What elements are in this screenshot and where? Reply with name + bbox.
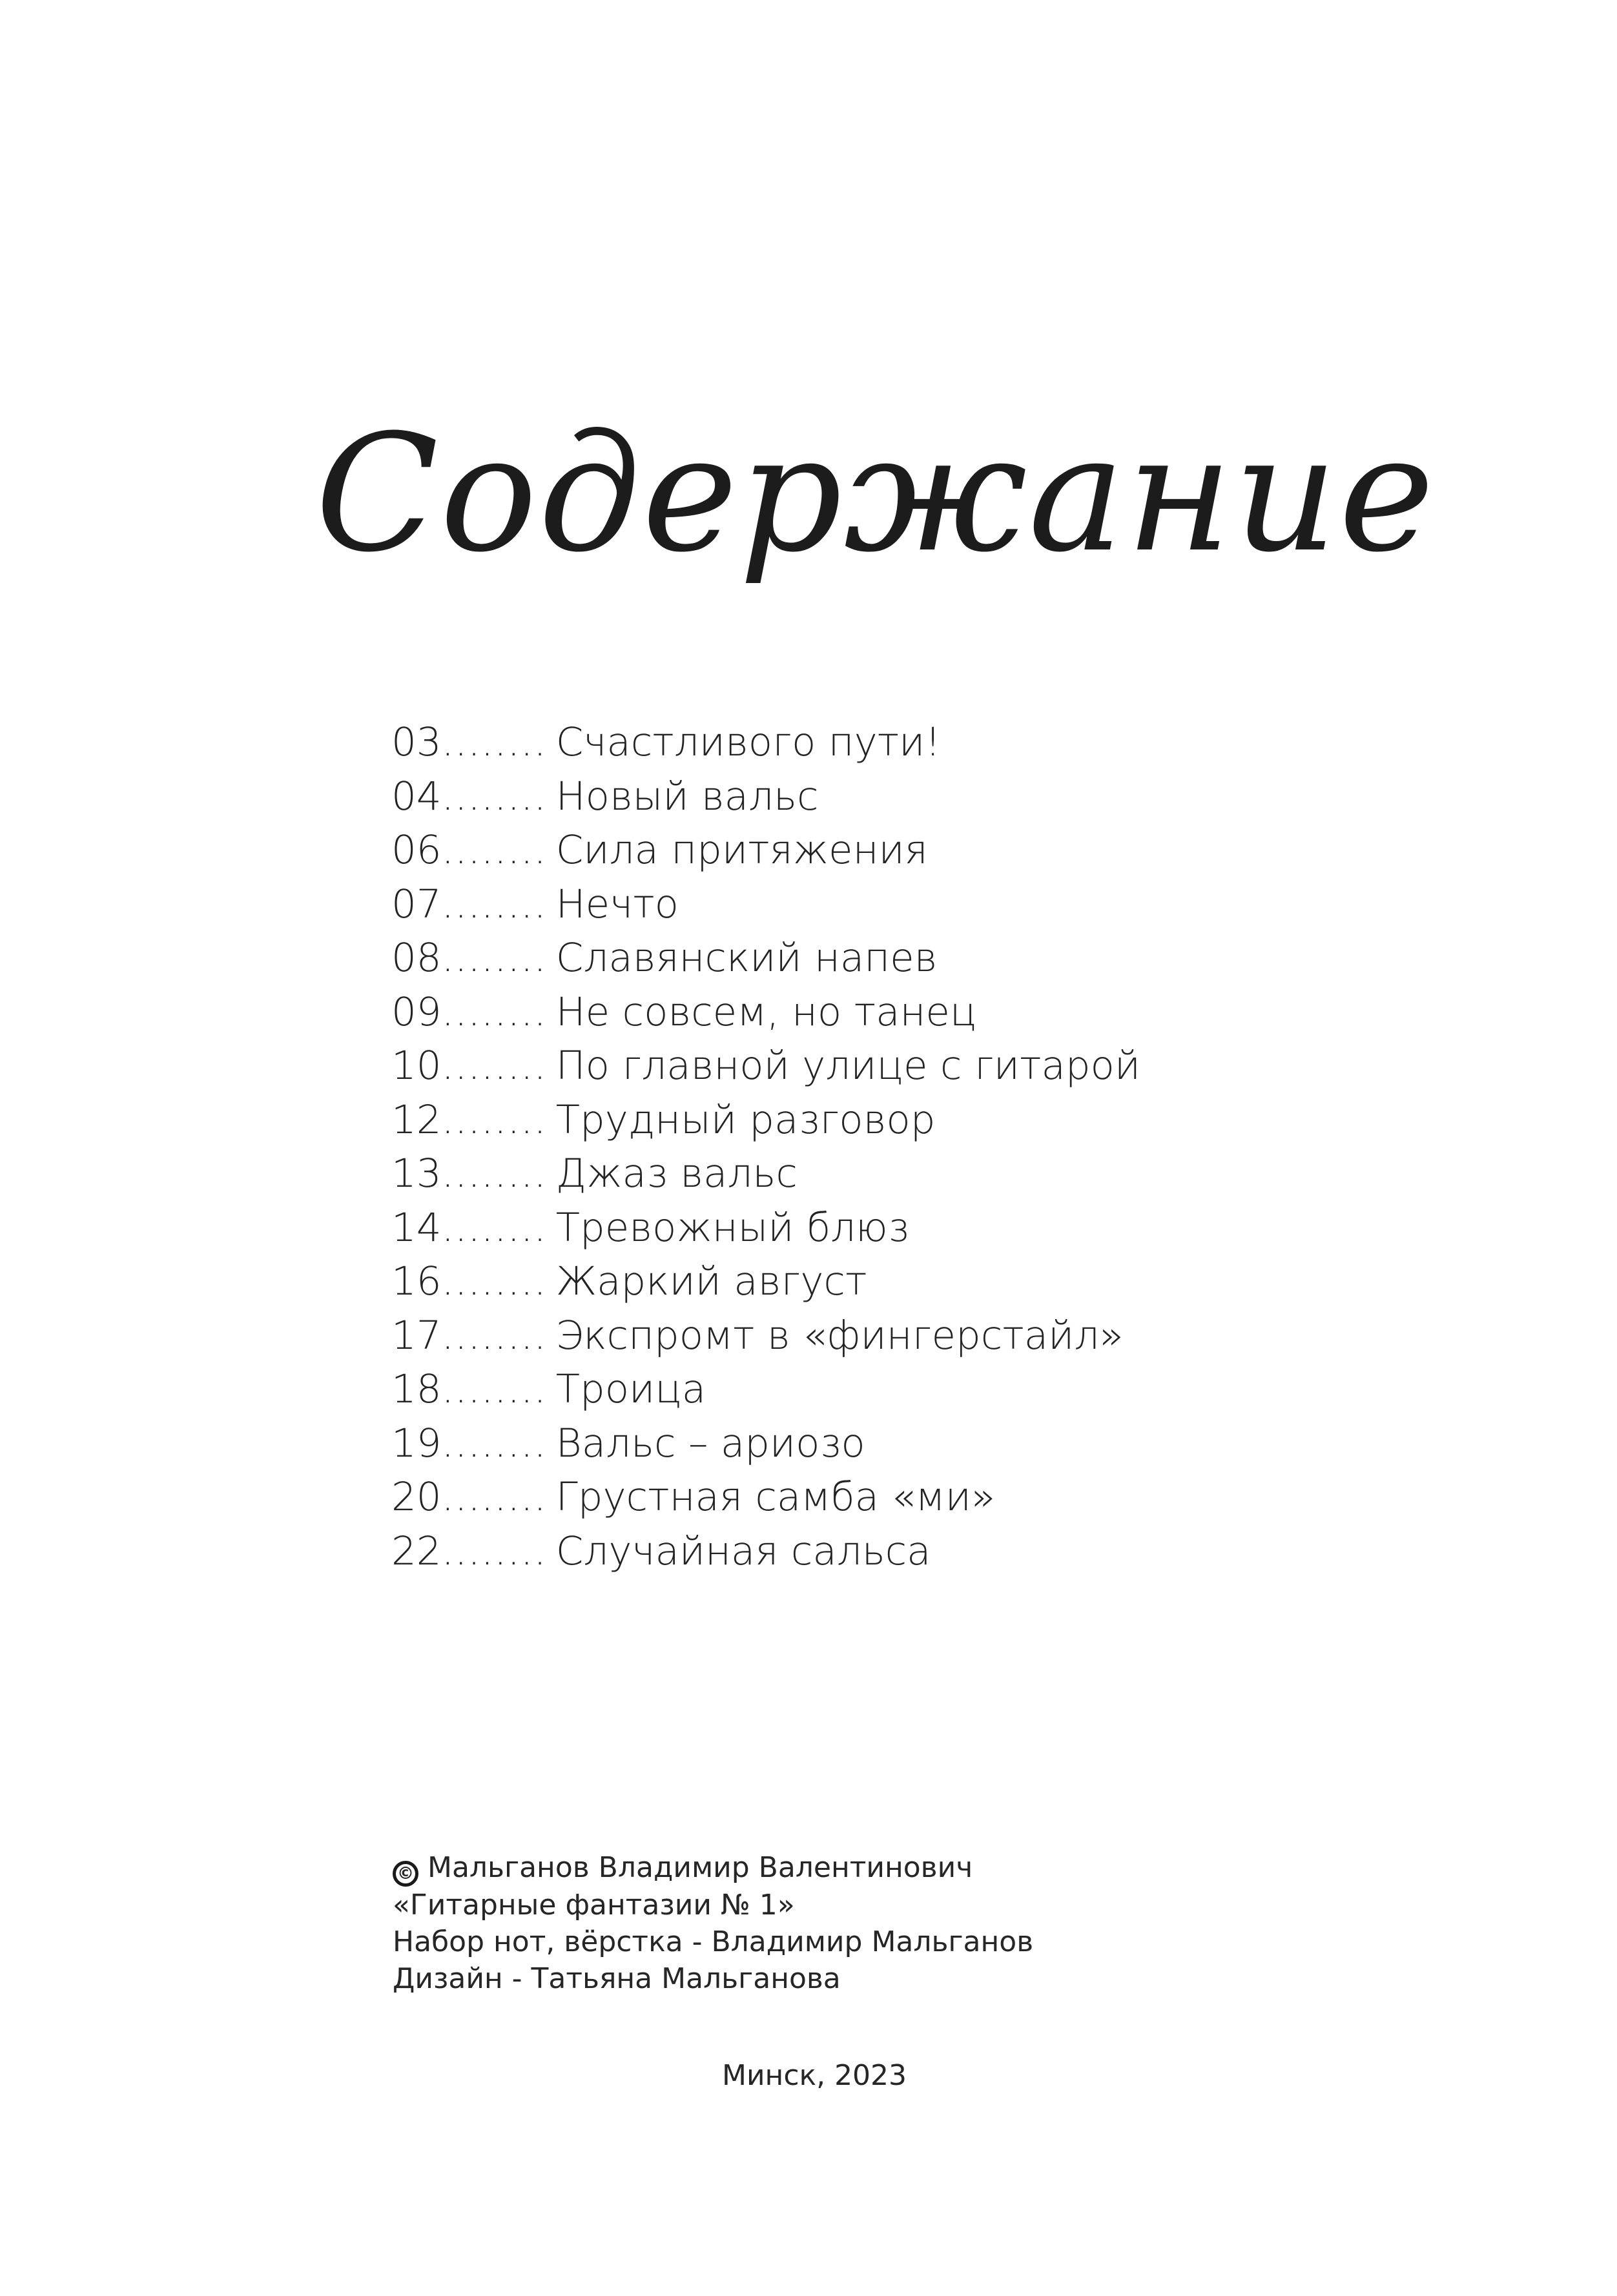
toc-entry [391,1309,1140,1363]
toc-piece-title: Тревожный блюз [555,1204,909,1251]
toc-piece-title: Нечто [555,881,679,927]
toc-entry [391,1147,1140,1201]
toc-piece-title: По главной улице с гитарой [555,1043,1141,1089]
credit-design: Дизайн - Татьяна Мальганова [393,1962,841,1995]
toc-page-number: 13 [391,1151,442,1196]
credit-author-line [393,1849,1033,1887]
toc-page-number: 12 [391,1096,442,1143]
toc-leader-dots: ........ [441,1312,547,1358]
credit-author: Мальганов Владимир Валентинович [427,1851,973,1884]
toc-entry [391,1524,1140,1579]
toc-leader-dots: ........ [441,1366,547,1412]
toc-entry [391,715,1140,770]
toc-leader-dots: ........ [441,827,547,873]
toc-entry [391,931,1140,985]
toc-leader-dots: ........ [441,881,547,927]
toc-piece-title: Случайная сальса [555,1528,931,1574]
toc-piece-title: Славянский напев [555,935,938,981]
toc-entry [391,823,1140,877]
toc-entry [391,770,1140,824]
credits-block [393,1849,1033,1997]
toc-entry [391,1201,1140,1255]
credit-book-title: «Гитарные фантазии № 1» [393,1889,795,1922]
toc-piece-title: Вальс – ариозо [555,1420,865,1466]
toc-leader-dots: ........ [441,1151,547,1196]
table-of-contents [391,715,1140,1578]
toc-page-number: 06 [391,827,442,873]
toc-page-number: 03 [391,719,442,765]
toc-page-number: 14 [391,1204,442,1251]
toc-leader-dots: ........ [441,935,547,981]
toc-page-number: 07 [391,881,442,927]
toc-entry [391,1417,1140,1471]
toc-page-number: 16 [391,1258,442,1304]
toc-page-number: 10 [391,1043,442,1089]
toc-piece-title: Счастливого пути! [555,719,941,765]
toc-piece-title: Новый вальс [555,773,819,819]
toc-leader-dots: ........ [441,1258,547,1304]
toc-entry [391,985,1140,1040]
toc-piece-title: Сила притяжения [555,827,928,873]
toc-piece-title: Экспромт в «фингерстайл» [555,1312,1124,1358]
toc-leader-dots: ........ [441,719,547,765]
toc-piece-title: Грустная самба «ми» [555,1474,996,1520]
toc-page-number: 19 [391,1420,442,1466]
credit-typesetting: Набор нот, вёрстка - Владимир Мальганов [393,1925,1034,1958]
toc-leader-dots: ........ [441,1204,547,1251]
copyright-icon: © [393,1861,418,1887]
toc-page-number: 22 [391,1528,442,1574]
toc-piece-title: Троица [555,1366,706,1412]
page-title: Содержание [315,400,1436,588]
toc-leader-dots: ........ [441,989,547,1035]
toc-entry [391,877,1140,932]
toc-page-number: 18 [391,1366,442,1412]
toc-leader-dots: ........ [441,1528,547,1574]
toc-piece-title: Джаз вальс [555,1151,798,1196]
toc-entry [391,1470,1140,1524]
toc-leader-dots: ........ [441,1043,547,1089]
toc-leader-dots: ........ [441,1474,547,1520]
toc-page-number: 20 [391,1474,442,1520]
place-and-year: Минск, 2023 [722,2059,907,2092]
toc-piece-title: Жаркий август [555,1258,867,1304]
toc-page-number: 17 [391,1312,442,1358]
toc-leader-dots: ........ [441,1096,547,1143]
toc-leader-dots: ........ [441,1420,547,1466]
toc-piece-title: Трудный разговор [555,1096,936,1143]
toc-piece-title: Не совсем, но танец [555,989,977,1035]
toc-entry [391,1362,1140,1417]
toc-page-number: 04 [391,773,442,819]
toc-leader-dots: ........ [441,773,547,819]
toc-entry [391,1039,1140,1093]
toc-page-number: 08 [391,935,442,981]
toc-entry [391,1255,1140,1309]
toc-page-number: 09 [391,989,442,1035]
toc-entry [391,1093,1140,1147]
